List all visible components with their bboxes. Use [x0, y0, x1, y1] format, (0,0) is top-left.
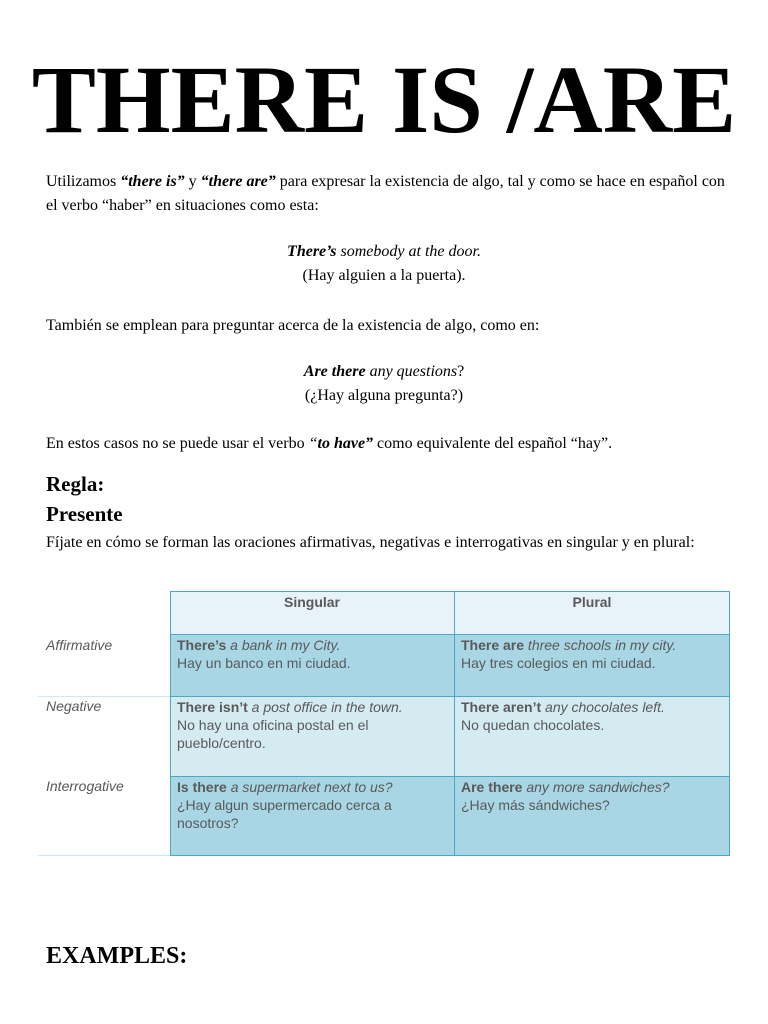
example-1-bold: There’s: [287, 243, 337, 260]
table-divider-header: [170, 634, 730, 635]
rule-heading: Regla:: [46, 472, 105, 496]
interrogative-singular-bold: Is there: [177, 779, 227, 795]
row-label-interrogative: Interrogative: [46, 778, 124, 794]
interrogative-plural-rest: any more sandwiches?: [522, 779, 670, 795]
example-sentence-2: [0, 360, 768, 384]
negative-plural-bold: There aren’t: [461, 699, 542, 715]
note-quote: “: [308, 435, 318, 452]
negative-plural-rest: any chocolates left.: [541, 699, 665, 715]
affirmative-plural-rest: three schools in my city.: [524, 637, 677, 653]
rule-text: Fíjate en cómo se forman las oraciones afirmativas, negativas e interrogativas en singular y en plural:: [46, 534, 695, 551]
intro-text-3: para expresar la existencia de algo, tal y como se hace en español con el verbo “haber” en situaciones como esta:: [46, 173, 725, 214]
cell-affirmative-plural: [454, 634, 730, 696]
note-text-2: como equivalente del español “hay”.: [373, 435, 613, 452]
example-1-italic: somebody at the door.: [336, 243, 481, 260]
intro-text-1: Utilizamos: [46, 173, 121, 190]
example-2-end: ?: [457, 363, 465, 380]
cell-negative-singular: [170, 696, 454, 776]
intro-paragraph: [46, 170, 726, 218]
interrogative-singular-translation: ¿Hay algun supermercado cerca a nosotros?: [177, 797, 392, 831]
header-plural: Plural: [454, 591, 730, 634]
cell-interrogative-plural: [454, 776, 730, 855]
affirmative-plural-bold: There are: [461, 637, 525, 653]
interrogative-plural-translation: ¿Hay más sándwiches?: [461, 797, 610, 813]
intro-text-2: y: [184, 173, 201, 190]
table-divider-column: [454, 591, 455, 856]
cell-negative-plural: [454, 696, 730, 776]
page-title: THERE IS /ARE: [31, 46, 737, 153]
affirmative-plural-translation: Hay tres colegios en mi ciudad.: [461, 655, 656, 671]
cell-affirmative-singular: [170, 634, 454, 696]
present-heading: Presente: [46, 502, 123, 526]
label-divider-row-1: [38, 696, 170, 697]
example-translation-2: (¿Hay alguna pregunta?): [304, 387, 464, 404]
table-border-right: [729, 591, 730, 856]
negative-singular-rest: a post office in the town.: [247, 699, 403, 715]
row-label-affirmative: Affirmative: [46, 637, 113, 653]
note-paragraph: [46, 432, 726, 456]
examples-heading: EXAMPLES:: [46, 943, 188, 969]
interrogative-singular-rest: a supermarket next to us?: [226, 779, 393, 795]
cell-interrogative-singular: [170, 776, 454, 855]
note-text-1: En estos casos no se puede usar el verbo: [46, 435, 309, 452]
header-singular: Singular: [170, 591, 454, 634]
interrogative-plural-bold: Are there: [461, 779, 523, 795]
example-translation-1: (Hay alguien a la puerta).: [302, 267, 466, 284]
table-border-left: [170, 591, 171, 856]
table-border-top: [170, 591, 730, 592]
row-label-negative: Negative: [46, 698, 102, 714]
affirmative-singular-bold: There’s: [177, 637, 227, 653]
table-divider-row-2: [170, 776, 730, 777]
negative-singular-translation: No hay una oficina postal en el pueblo/centro.: [177, 717, 369, 751]
there-are-phrase: “there are”: [200, 173, 276, 190]
affirmative-singular-translation: Hay un banco en mi ciudad.: [177, 655, 351, 671]
negative-plural-translation: No quedan chocolates.: [461, 717, 605, 733]
affirmative-singular-rest: a bank in my City.: [226, 637, 341, 653]
example-2-bold: Are there: [303, 363, 366, 380]
also-paragraph: También se emplean para preguntar acerca de la existencia de algo, como en:: [46, 317, 540, 334]
label-divider-bottom: [38, 855, 170, 856]
there-is-phrase: “there is”: [120, 173, 185, 190]
negative-singular-bold: There isn’t: [177, 699, 248, 715]
example-sentence-1: [0, 240, 768, 264]
table-divider-row-1: [170, 696, 730, 697]
example-2-italic: any questions: [365, 363, 458, 380]
grammar-table: [38, 591, 730, 856]
table-border-bottom: [170, 855, 730, 856]
note-bold: to have”: [317, 435, 374, 452]
